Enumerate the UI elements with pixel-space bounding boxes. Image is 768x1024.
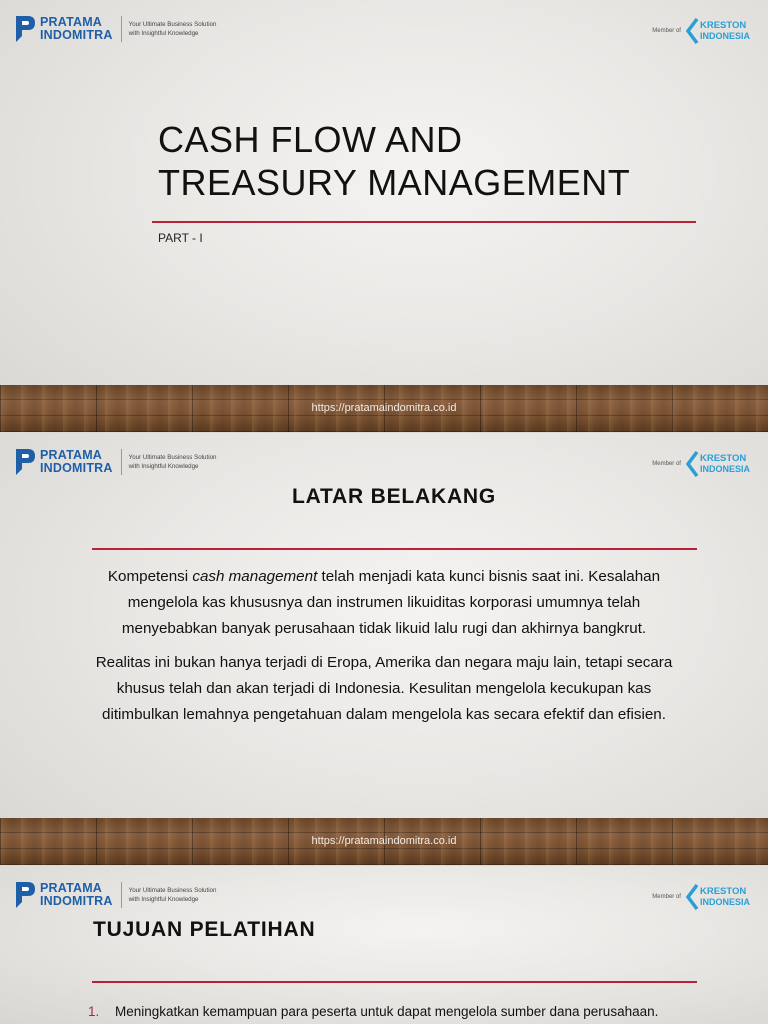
list-item-number: 1.	[88, 1004, 100, 1019]
logo-divider	[121, 16, 122, 42]
p1-prefix: Kompetensi	[107, 568, 193, 585]
paragraph-2: Realitas ini bukan hanya terjadi di Eropa, Amerika dan negara maju lain, tetapi secara khusus telah dan akan terjadi di Indonesia. Kesulitan mengelola kecukupan kas ditimbulkan lemahnya pengetahuan dalam mengelola kas secara efektif dan efisien.	[95, 654, 673, 723]
footer-url[interactable]: https://pratamaindomitra.co.id	[311, 835, 457, 847]
brand-name-line2: INDOMITRA	[40, 894, 113, 908]
slide-latar-belakang	[0, 433, 768, 865]
p1-rest: telah menjadi kata kunci bisnis saat ini. Kesalahan mengelola kas khususnya dan instrumen likuiditas korporasi umumnya telah menyebabkan banyak perusahaan tidak likuid lalu rugi dan akhirnya bangkrut.	[121, 568, 661, 637]
tagline-line2: with Insightful Knowledge	[128, 896, 199, 903]
kreston-logo	[652, 18, 750, 44]
subtitle: PART - I	[158, 231, 203, 245]
body-text	[90, 564, 678, 736]
partner-line2: INDONESIA	[699, 31, 750, 41]
kreston-logo	[652, 884, 750, 910]
member-of-label: Member of	[652, 894, 681, 900]
brand-name-line2: INDOMITRA	[40, 28, 113, 42]
brand-name-line1: PRATAMA	[40, 15, 103, 29]
tagline-line2: with Insightful Knowledge	[128, 30, 199, 37]
member-of-label: Member of	[652, 461, 681, 467]
slide-tujuan-pelatihan	[0, 866, 768, 1024]
pratama-logo	[14, 447, 216, 477]
list-item	[88, 1004, 658, 1019]
wood-floor-footer	[0, 385, 768, 432]
pratama-logo	[14, 14, 216, 44]
member-of-label: Member of	[652, 28, 681, 34]
pratama-logo-icon	[14, 880, 36, 910]
p1-italic-term: cash management	[192, 568, 318, 585]
section-heading: TUJUAN PELATIHAN	[93, 918, 316, 941]
footer-url[interactable]: https://pratamaindomitra.co.id	[311, 402, 457, 414]
brand-name-line1: PRATAMA	[40, 448, 103, 462]
paragraph-1	[90, 564, 678, 642]
partner-line1: KRESTON	[699, 20, 747, 31]
title-line1: CASH FLOW AND	[158, 119, 463, 160]
logo-divider	[121, 882, 122, 908]
heading-divider	[92, 548, 697, 550]
partner-line2: INDONESIA	[699, 464, 750, 474]
partner-line1: KRESTON	[699, 453, 747, 464]
pratama-logo-icon	[14, 447, 36, 477]
brand-name-line2: INDOMITRA	[40, 461, 113, 475]
tagline-line2: with Insightful Knowledge	[128, 463, 199, 470]
heading-divider	[92, 981, 697, 983]
partner-line2: INDONESIA	[699, 897, 750, 907]
section-heading: LATAR BELAKANG	[291, 485, 497, 508]
kreston-logo	[652, 451, 750, 477]
pratama-logo	[14, 880, 216, 910]
title-line2: TREASURY MANAGEMENT	[158, 162, 631, 203]
slide-title-heading	[158, 118, 630, 204]
tagline-line1: Your Ultimate Business Solution	[128, 454, 217, 461]
logo-divider	[121, 449, 122, 475]
tagline-line1: Your Ultimate Business Solution	[128, 21, 217, 28]
kreston-chevron-icon	[685, 18, 699, 44]
list-item-text: Meningkatkan kemampuan para peserta untuk dapat mengelola sumber dana perusahaan.	[115, 1004, 659, 1019]
pratama-logo-icon	[14, 14, 36, 44]
kreston-chevron-icon	[685, 884, 699, 910]
partner-line1: KRESTON	[699, 886, 747, 897]
kreston-chevron-icon	[685, 451, 699, 477]
tagline-line1: Your Ultimate Business Solution	[128, 887, 217, 894]
wood-floor-footer	[0, 818, 768, 865]
title-divider	[152, 221, 696, 223]
brand-name-line1: PRATAMA	[40, 881, 103, 895]
slide-title	[0, 0, 768, 432]
